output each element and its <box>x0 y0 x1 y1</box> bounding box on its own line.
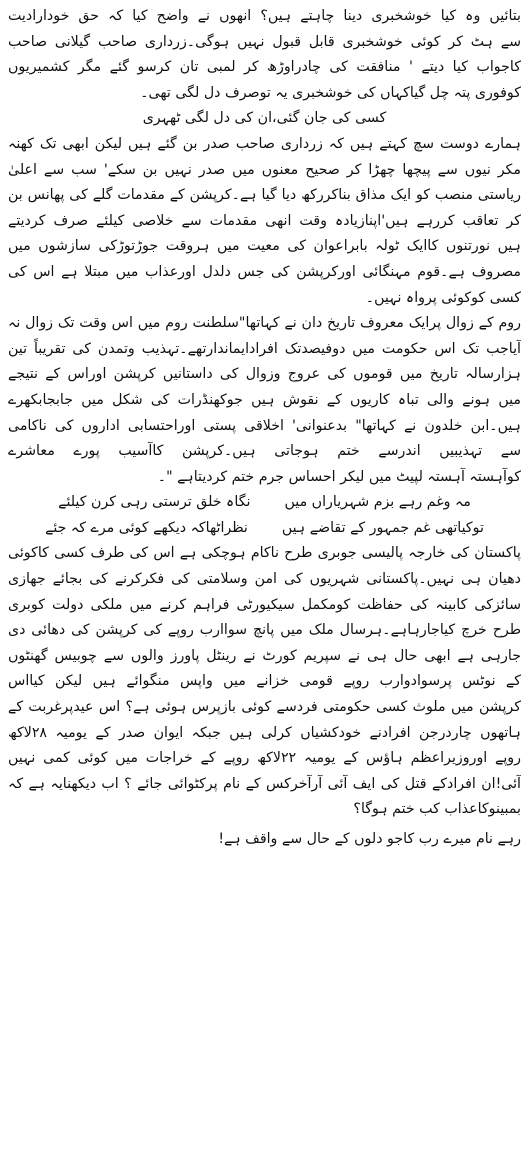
text-line: کسی کوکوئی پرواہ نہیں۔ <box>365 289 521 306</box>
text-line: آئی!ان افرادکے قتل کی ایف آئی آرآخرکس کے نام پرکٹوائی جائے ؟ اب دیکھنایہ ہے کہ <box>8 775 521 792</box>
text-line: آیاجب تک اس حکومت میں دوفیصدتک افرادایماندارتھے۔تہذیب وتمدن کی تقریباً تین <box>8 340 521 357</box>
paragraph-3 <box>8 311 521 490</box>
text-line: مکر نیوں سے پیچھا چھڑا کر صحیح معنوں میں صدر نہیں بن سکے' سب سے اعلیٰ <box>8 161 521 178</box>
text-line: کر تعاقب کررہے ہیں'اپنازیادہ وقت انھی مقدمات سے خلاصی کیلئے صرف کردیتے <box>8 212 521 229</box>
text-line: ہیں۔ابن خلدون نے کہاتھا" بدعنوانی' اخلاقی پستی اوراحتسابی اداروں کی ناکامی <box>8 417 521 434</box>
text-line: دھیان ہی نہیں۔پاکستانی شہریوں کی امن وسلامتی کی فکرکرنے کی بجائے جھازی <box>8 571 521 588</box>
text-line: بمبینوکاعذاب کب ختم ہوگا؟ <box>353 801 521 818</box>
text-line: سے ہٹ کر کوئی خوشخبری قابل قبول نہیں ہوگی۔زرداری صاحب گیلانی صاحب <box>8 33 521 50</box>
paragraph-4 <box>8 541 521 823</box>
text-line: ہیں نورتنوں کاایک ٹولہ بابراعوان کی معیت میں ہروقت جوڑتوڑکی سازشوں میں <box>8 238 521 255</box>
text-line: کرپشن میں ملوث کسی حکومتی فردسے کوئی بازپرس ہوئی ہے؟ اس عیدپرغربت کے <box>8 699 521 716</box>
text-line: ہاتھوں چاردرجن افرادنے خودکشیاں کرلی ہیں جبکہ ایوان صدر کے یومیہ ۲۸لاکھ <box>8 724 521 741</box>
closing-line: رہے نام میرے رب کاجو دلوں کے حال سے واقف ہے! <box>218 831 521 847</box>
text-line: کے نوٹس پرسوادوارب روپے قومی خزانے میں واپس منگوائے ہیں لیکن کیااس <box>8 673 521 690</box>
couplet-1 <box>8 490 521 516</box>
text-line: مصروف ہے۔قوم مہنگائی اورکرپشن کی جس دلدل اورعذاب میں مبتلا ہے اس کی <box>8 263 521 280</box>
text-line: ہزارسالہ تاریخ میں قوموں کی عروج وزوال کی داستانیں کرپشن اوراس کے نتیجے <box>8 366 521 383</box>
text-line: روم کے زوال پرایک معروف تاریخ دان نے کہاتھا"سلطنت روم میں اس وقت تک زوال نہ <box>8 315 521 332</box>
text-line: سے تہذیبیں اندرسے ختم ہوجاتی ہیں۔کرپشن کاآسیب پورے معاشرے <box>8 443 521 460</box>
text-line: پاکستان کی خارجہ پالیسی جوبری طرح ناکام ہوچکی ہے اس کی طرف کسی کاکوئی <box>8 545 521 562</box>
text-line: میں ہونے والی تباہ کاریوں کے نقوش ہیں جوکھنڈرات کی شکل میں جابجابکھرے <box>8 391 521 408</box>
paragraph-2 <box>8 132 521 311</box>
verse-line: کسی کی جان گئی،ان کی دل لگی ٹھہری <box>142 110 387 127</box>
text-line: ریاستی منصب کو ایک مذاق بناکررکھ دیا گیا ہے۔کرپشن کے مقدمات گلے کی پھانس بن <box>8 187 521 204</box>
couplet-first-half: توکیاتھی غم جمہور کے تقاضے ہیں <box>281 519 484 536</box>
couplet-second-half: نگاہ خلق ترستی رہی کرن کیلئے <box>58 494 251 511</box>
text-line: ہمارے دوست سچ کہتے ہیں کہ زرداری صاحب صدر بن گئے ہیں لیکن ابھی تک کھنہ <box>8 135 521 152</box>
text-line: کوآہستہ آہستہ لپیٹ میں لیکر احساس جرم ختم کردیتاہے "۔ <box>157 468 521 485</box>
paragraph-1 <box>8 4 521 106</box>
couplet-2 <box>8 516 521 542</box>
text-line: بتائیں وہ کیا خوشخبری دینا چاہتے ہیں؟ انھوں نے واضح کیا کہ حق خودارادیت <box>8 8 521 24</box>
text-line: سائزکی کابینہ کی حفاظت کومکمل سیکیورٹی فراہم کرنے میں ملکی دولت کوبری <box>8 596 521 613</box>
text-line: جارہی ہے ابھی حال ہی نے سپریم کورٹ نے رینٹل پاورز والوں سے چوبیس گھنٹوں <box>8 647 521 664</box>
text-line: کوفوری پتہ چل گیاکہاں کی خوشخبری یہ توصرف دل لگی تھی۔ <box>140 84 521 101</box>
couplet-second-half: نظراٹھاکہ دیکھے کوئی مرے کہ جئے <box>45 519 248 536</box>
text-line: کاجواب کیا دیتے ' منافقت کی چادراوڑھ کر لمبی تان کرسو گئے مگر کشمیریوں <box>8 59 521 76</box>
couplet-first-half: مہ وغم رہے بزم شہریاراں میں <box>284 494 471 511</box>
text-line: طرح خرچ کیاجارہاہے۔ہرسال ملک میں پانچ سواارب روپے کی کرپشن کی دھائی دی <box>8 622 521 639</box>
text-line: روپے اوروزیراعظم ہاؤس کے یومیہ ۲۲لاکھ روپے کے خراجات میں کوئی کمی نہیں <box>8 750 521 767</box>
